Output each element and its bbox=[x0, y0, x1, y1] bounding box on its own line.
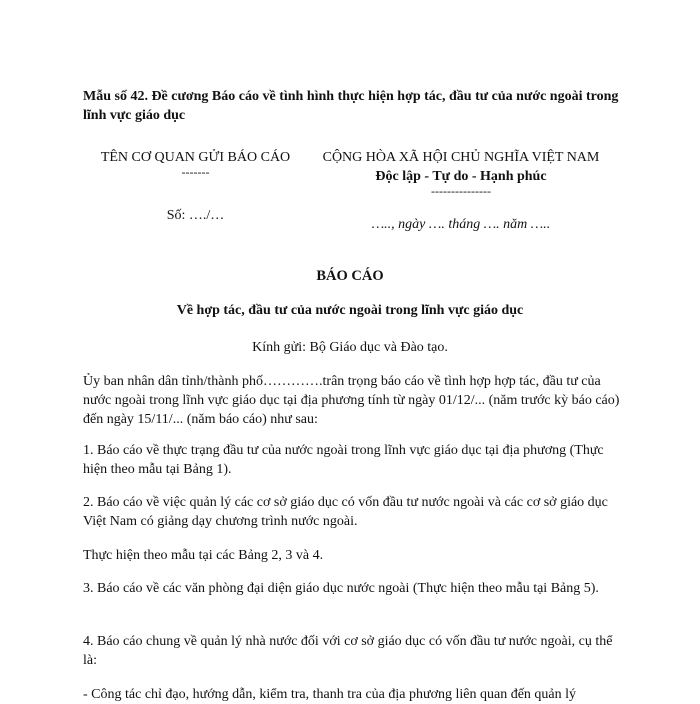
bullet-paragraph: - Công tác chỉ đạo, hướng dẫn, kiểm tra, thanh tra của địa phương liên quan đến quản lý bbox=[83, 687, 577, 702]
intro-paragraph: Ủy ban nhân dân tỉnh/thành phố………….trân trọng báo cáo về tình hợp hợp tác, đầu tư của nước ngoài trong lĩnh vực giáo dục tại địa phương tính từ ngày 01/12/... (năm trước kỳ báo cáo) đến ngày 15/11/... (năm báo cáo) như sau: bbox=[83, 374, 620, 427]
form-heading: Mẫu số 42. Đề cương Báo cáo về tình hình thực hiện hợp tác, đầu tư của nước ngoài trong lĩnh vực giáo dục bbox=[83, 89, 619, 123]
issuer-block bbox=[88, 148, 303, 225]
date-line: ….., ngày …. tháng …. năm ….. bbox=[371, 217, 551, 232]
item-3-paragraph: 3. Báo cáo về các văn phòng đại diện giáo dục nước ngoài (Thực hiện theo mẫu tại Bảng 5). bbox=[83, 581, 599, 596]
national-header bbox=[300, 148, 622, 234]
item-1-paragraph: 1. Báo cáo về thực trạng đầu tư của nước ngoài trong lĩnh vực giáo dục tại địa phương (Thực hiện theo mẫu tại Bảng 1). bbox=[83, 443, 604, 477]
document-number: Số: …./… bbox=[166, 208, 225, 223]
issuer-name: TÊN CƠ QUAN GỬI BÁO CÁO bbox=[100, 150, 291, 165]
report-title: BÁO CÁO bbox=[316, 268, 384, 284]
national-motto: Độc lập - Tự do - Hạnh phúc bbox=[375, 169, 547, 184]
report-subtitle: Về hợp tác, đầu tư của nước ngoài trong lĩnh vực giáo dục bbox=[176, 303, 524, 318]
recipient-line: Kính gửi: Bộ Giáo dục và Đào tạo. bbox=[252, 340, 448, 355]
item-4-paragraph: 4. Báo cáo chung về quản lý nhà nước đối với cơ sở giáo dục có vốn đầu tư nước ngoài, cụ thể là: bbox=[83, 634, 613, 668]
tables-note-paragraph: Thực hiện theo mẫu tại các Bảng 2, 3 và 4. bbox=[83, 548, 324, 563]
motto-underline: --------------- bbox=[431, 184, 491, 198]
country-name: CỘNG HÒA XÃ HỘI CHỦ NGHĨA VIỆT NAM bbox=[322, 150, 600, 165]
item-2-paragraph: 2. Báo cáo về việc quản lý các cơ sở giáo dục có vốn đầu tư nước ngoài và các cơ sở giáo dục Việt Nam có giảng dạy chương trình nước ngoài. bbox=[83, 495, 608, 529]
issuer-underline: ------- bbox=[181, 165, 210, 179]
